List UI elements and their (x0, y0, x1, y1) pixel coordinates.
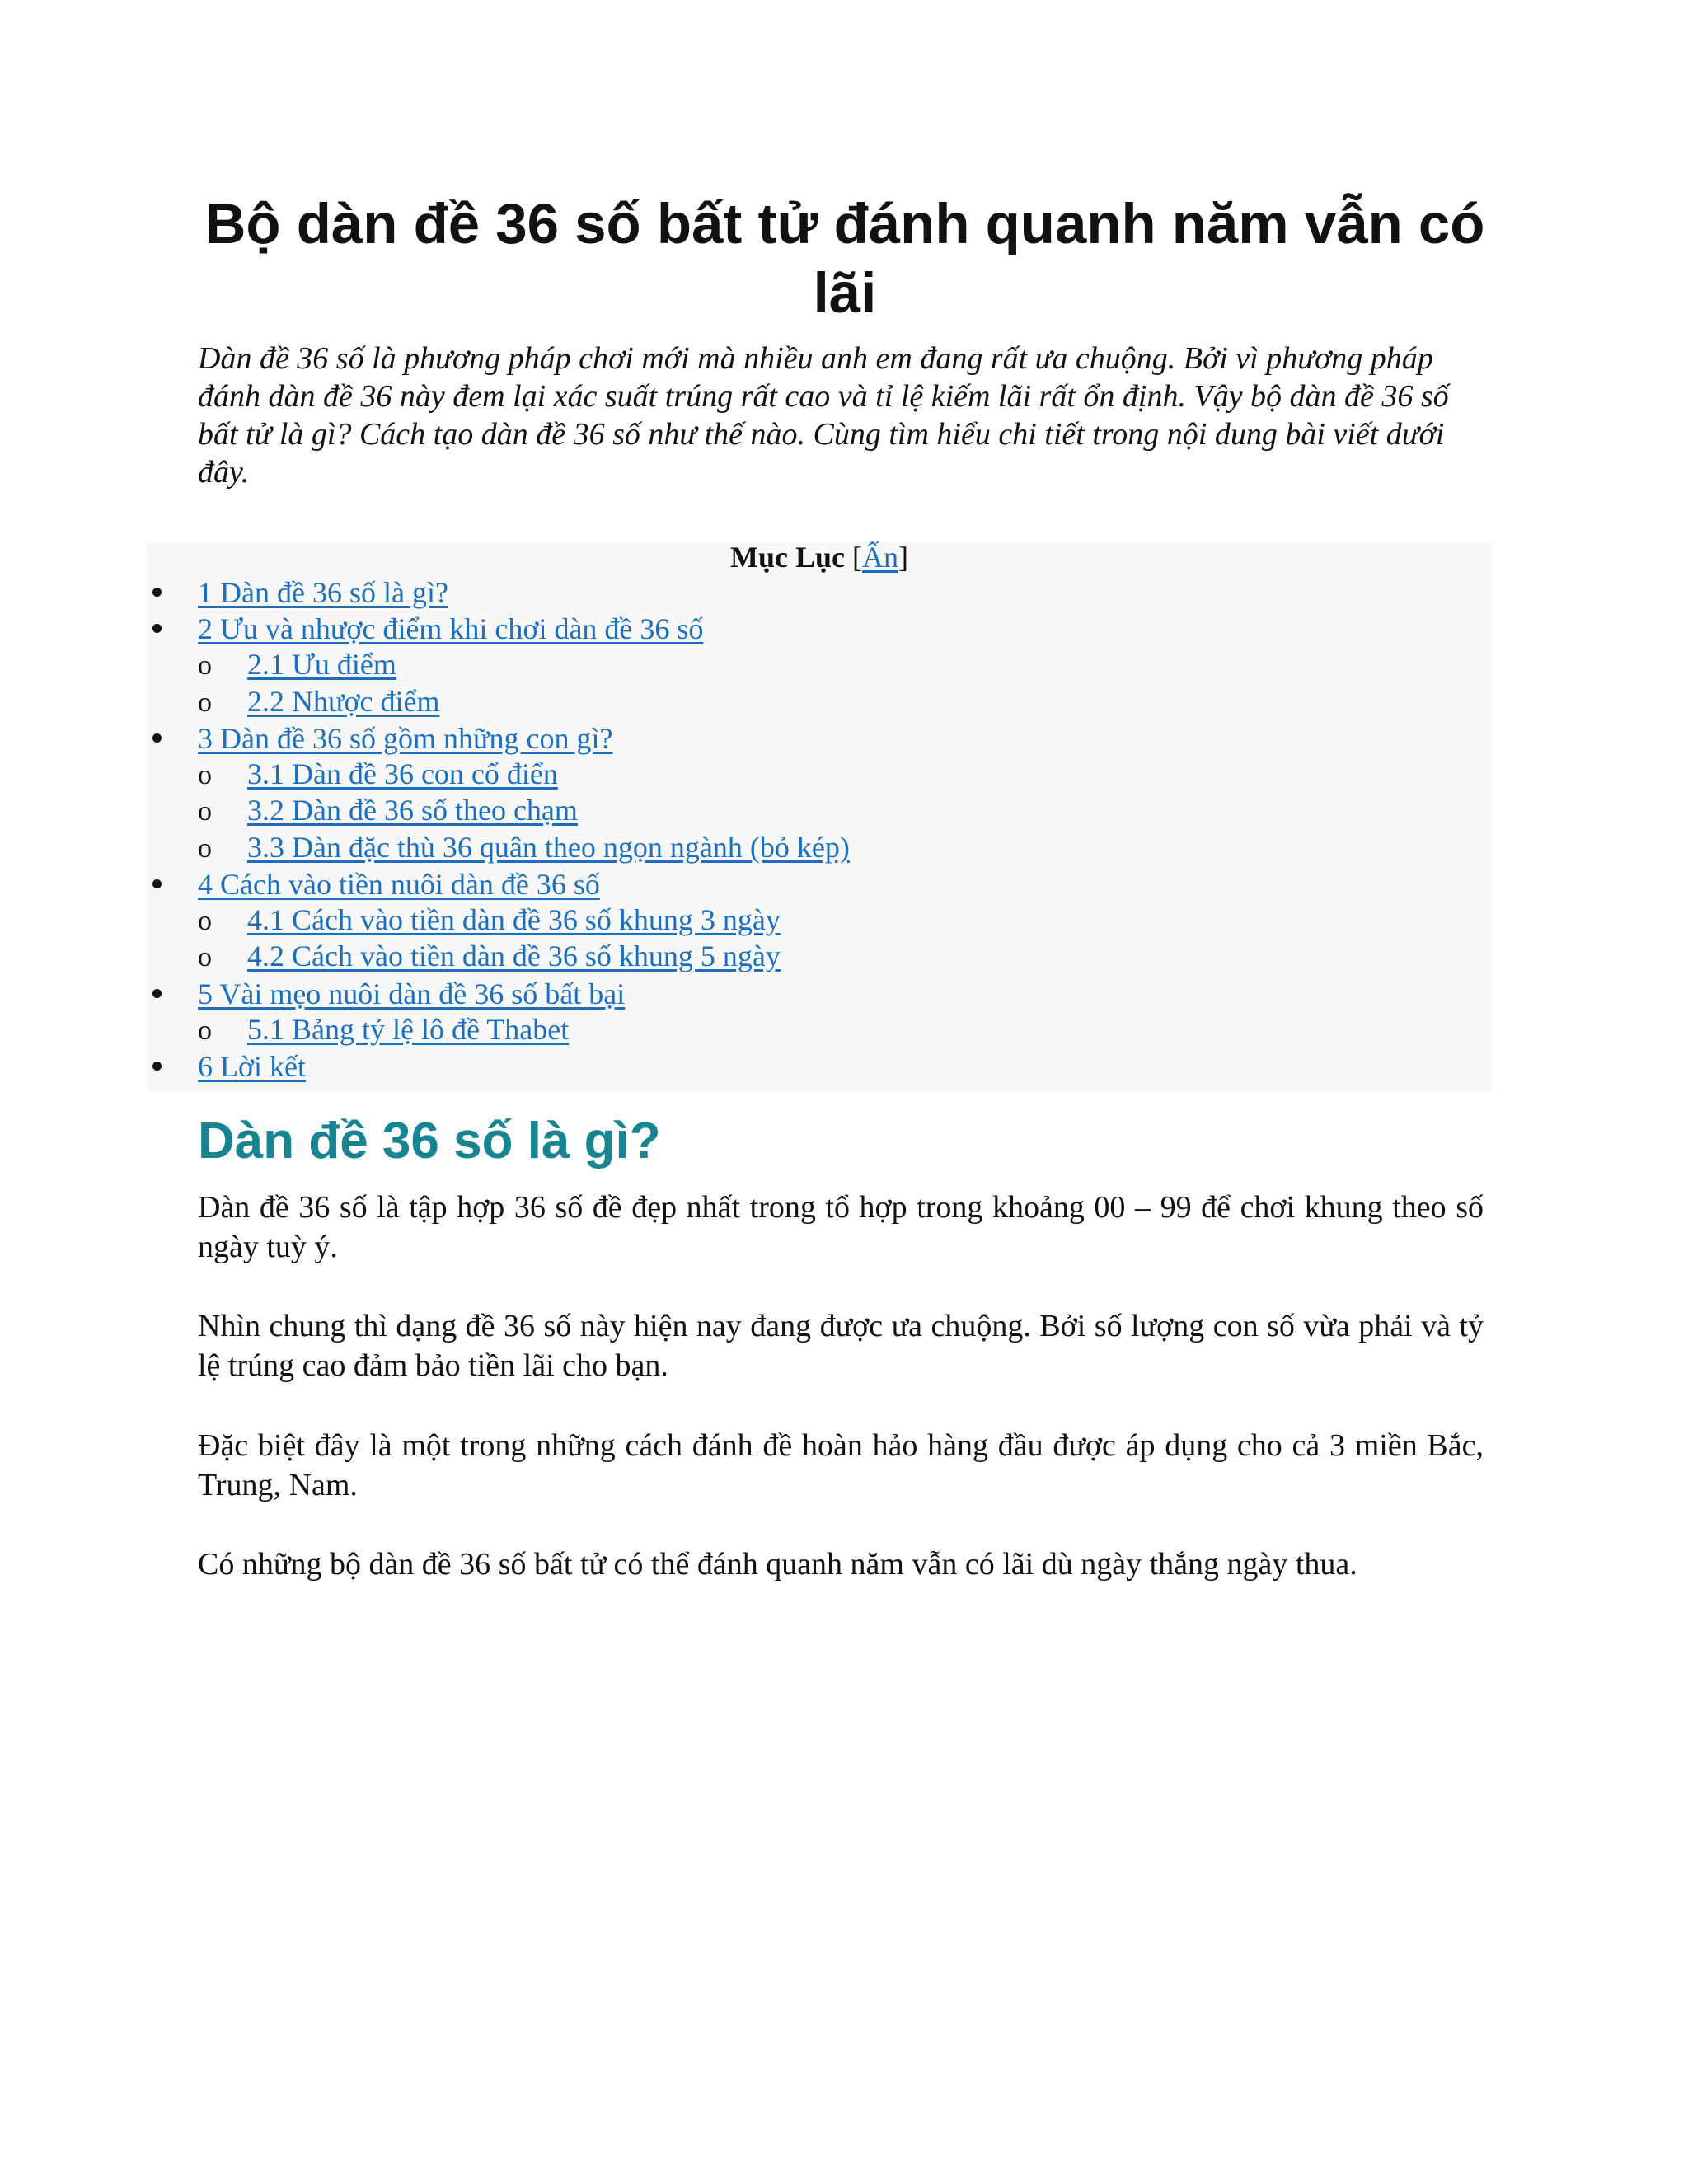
toc-link[interactable]: 4 Cách vào tiền nuôi dàn đề 36 số (198, 868, 600, 901)
toc-item-2-2[interactable] (247, 683, 440, 719)
toc-item-3-2[interactable] (247, 792, 578, 828)
toc-link[interactable]: 5.1 Bảng tỷ lệ lô đề Thabet (247, 1013, 570, 1046)
bullet-disc-icon (152, 588, 162, 597)
toc-link[interactable]: 2.2 Nhược điểm (247, 685, 440, 718)
toc-link[interactable]: 2.1 Ưu điểm (247, 648, 396, 681)
bullet-disc-icon (152, 733, 162, 743)
toc-item-5[interactable] (198, 976, 625, 1012)
bullet-circle-icon: o (198, 1015, 212, 1046)
toc-item-3-3[interactable] (247, 829, 850, 865)
section-paragraph-2: Nhìn chung thì dạng đề 36 số này hiện nay đang được ưa chuộng. Bởi số lượng con số vừa phải và tỷ lệ trúng cao đảm bảo tiền lãi cho bạn. (198, 1309, 1484, 1383)
bullet-disc-icon (152, 1062, 162, 1071)
bullet-circle-icon: o (198, 906, 212, 936)
toc-title: Mục Lục (730, 541, 845, 574)
toc-item-4-1[interactable] (247, 902, 781, 938)
toc-link[interactable]: 1 Dàn đề 36 số là gì? (198, 576, 448, 609)
toc-link[interactable]: 3.2 Dàn đề 36 số theo chạm (247, 794, 578, 827)
bullet-circle-icon: o (198, 796, 212, 827)
section-heading: Dàn đề 36 số là gì? (198, 1113, 661, 1169)
toc-item-3-1[interactable] (247, 756, 558, 792)
article-intro: Dàn đề 36 số là phương pháp chơi mới mà nhiều anh em đang rất ưa chuộng. Bởi vì phương pháp đánh dàn đề 36 này đem lại xác suất trúng rất cao và tỉ lệ kiếm lãi rất ổn định. Vậy bộ dàn đề 36 số bất tử là gì? Cách tạo dàn đề 36 số như thế nào. Cùng tìm hiểu chi tiết trong nội dung bài viết dưới đây. (198, 341, 1449, 490)
toc-link[interactable]: 3 Dàn đề 36 số gồm những con gì? (198, 722, 613, 755)
bullet-circle-icon: o (198, 833, 212, 864)
toc-link[interactable]: 5 Vài mẹo nuôi dàn đề 36 số bất bại (198, 977, 626, 1010)
bullet-circle-icon: o (198, 760, 212, 790)
toc-link[interactable]: 3.3 Dàn đặc thù 36 quân theo ngọn ngành (bỏ kép) (247, 831, 850, 864)
section-paragraph-4: Có những bộ dàn đề 36 số bất tử có thể đánh quanh năm vẫn có lãi dù ngày thắng ngày thua. (198, 1547, 1357, 1582)
toc-toggle[interactable]: [Ẩn] (852, 541, 908, 574)
bullet-disc-icon (152, 879, 162, 888)
bullet-disc-icon (152, 989, 162, 998)
bullet-circle-icon: o (198, 942, 212, 972)
bullet-circle-icon: o (198, 650, 212, 681)
bullet-disc-icon (152, 624, 162, 633)
bullet-circle-icon: o (198, 687, 212, 718)
article-title: Bộ dàn đề 36 số bất tử đánh quanh năm vẫn có lãi (204, 192, 1485, 325)
toc-link[interactable]: 6 Lời kết (198, 1050, 307, 1083)
toc-item-1[interactable] (198, 574, 448, 611)
section-paragraph-3: Đặc biệt đây là một trong những cách đánh đề hoàn hảo hàng đầu được áp dụng cho cả 3 miền Bắc, Trung, Nam. (198, 1428, 1484, 1502)
toc-link[interactable]: 2 Ưu và nhược điểm khi chơi dàn đề 36 số (198, 612, 704, 645)
toc-item-4[interactable] (198, 866, 600, 902)
toc-item-3[interactable] (198, 720, 612, 757)
toc-item-6[interactable] (198, 1048, 306, 1085)
toc-item-2[interactable] (198, 611, 703, 647)
toc-item-2-1[interactable] (247, 646, 396, 682)
toc-link[interactable]: 3.1 Dàn đề 36 con cổ điển (247, 757, 558, 790)
toc-item-5-1[interactable] (247, 1011, 569, 1047)
toc-link[interactable]: 4.1 Cách vào tiền dàn đề 36 số khung 3 ngày (247, 903, 781, 936)
toc-item-4-2[interactable] (247, 938, 781, 974)
toc-link[interactable]: 4.2 Cách vào tiền dàn đề 36 số khung 5 ngày (247, 940, 781, 972)
section-paragraph-1: Dàn đề 36 số là tập hợp 36 số đề đẹp nhất trong tổ hợp trong khoảng 00 – 99 để chơi khung theo số ngày tuỳ ý. (198, 1190, 1484, 1264)
toc-header (147, 537, 1492, 577)
toc-toggle-link[interactable]: Ẩn (862, 541, 898, 574)
